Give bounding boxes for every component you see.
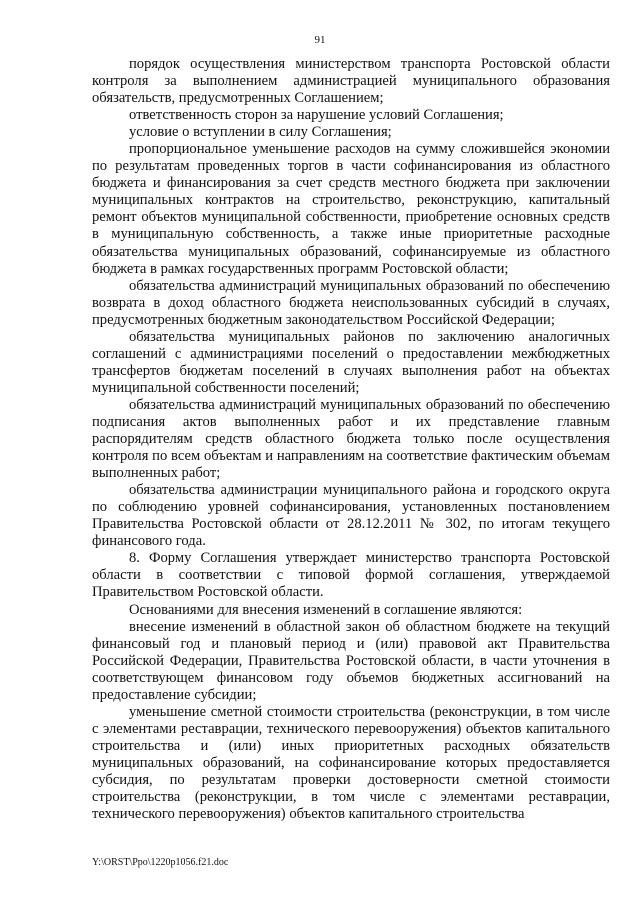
paragraph-acts-signing: обязательства администраций муниципальных образований по обеспечению подписания актов выполненных работ и их представление главным распорядителям средств областного бюджета только после осуществления контроля по всем объектам и направлениям на соответствие фактическим объемам выполненных работ; [92,396,610,482]
file-path-footer: Y:\ORST\Ppo\1220p1056.f21.doc [92,857,229,868]
paragraph-responsibility: ответственность сторон за нарушение условий Соглашения; [129,107,504,124]
paragraph-return-obligation: обязательства администраций муниципальных образований по обеспечению возврата в доход областного бюджета неиспользованных субсидий в случаях, предусмотренных бюджетным законодательством Российской Федерации; [92,277,610,328]
paragraph-cofinancing-levels: обязательства администрации муниципального района и городского округа по соблюдению уровней софинансирования, установленных постановлением Правительства Ростовской области от 28.12.2011 № 302, по итогам текущего финансового года. [92,482,610,550]
paragraph-control-procedure: порядок осуществления министерством транспорта Ростовской области контроля за выполнением администрацией муниципального образования обязательств, предусмотренных Соглашением; [92,56,610,107]
paragraph-entry-into-force: условие о вступлении в силу Соглашения; [129,124,392,141]
paragraph-grounds-heading: Основаниями для внесения изменений в соглашение являются: [129,601,523,618]
paragraph-district-agreements: обязательства муниципальных районов по заключению аналогичных соглашений с администрациями поселений о предоставлении межбюджетных трансфертов бюджетам поселений в случаях выполнения работ на объектах муниципальной собственности поселений; [92,328,610,396]
paragraph-cost-reduction: уменьшение сметной стоимости строительства (реконструкции, в том числе с элементами реставрации, технического перевооружения) объектов капитального строительства и (или) иных приоритетных расходных обязательств муниципальных образований, на софинансирование которых предоставляется субсидия, по результатам проверки достоверности сметной стоимости строительства (реконструкции, в том числе с элементами реставрации, технического перевооружения) объектов капитального строительства [92,703,610,823]
page-number: 91 [314,34,326,46]
paragraph-budget-law-changes: внесение изменений в областной закон об областном бюджете на текущий финансовый год и плановый период и (или) правовой акт Правительства Российской Федерации, Правительства Ростовской области, в части уточнения в соответствующем финансовом году объемов бюджетных ассигнований на предоставление субсидии; [92,618,610,703]
paragraph-proportional-reduction: пропорциональное уменьшение расходов на сумму сложившейся экономии по результатам проведенных торгов в части софинансирования из областного бюджета и финансирования за счет средств местного бюджета при заключении муниципальных контрактов на строительство, реконструкцию, капитальный ремонт объектов муниципальной собственности, приобретение основных средств в муниципальную собственность, а также иные приоритетные расходные обязательства муниципальных образований, софинансируемые из областного бюджета в рамках государственных программ Ростовской области; [92,141,610,277]
paragraph-item-8: 8. Форму Соглашения утверждает министерство транспорта Ростовской области в соответствии с типовой формой соглашения, утверждаемой Правительством Ростовской области. [92,550,610,601]
document-body [92,56,610,823]
